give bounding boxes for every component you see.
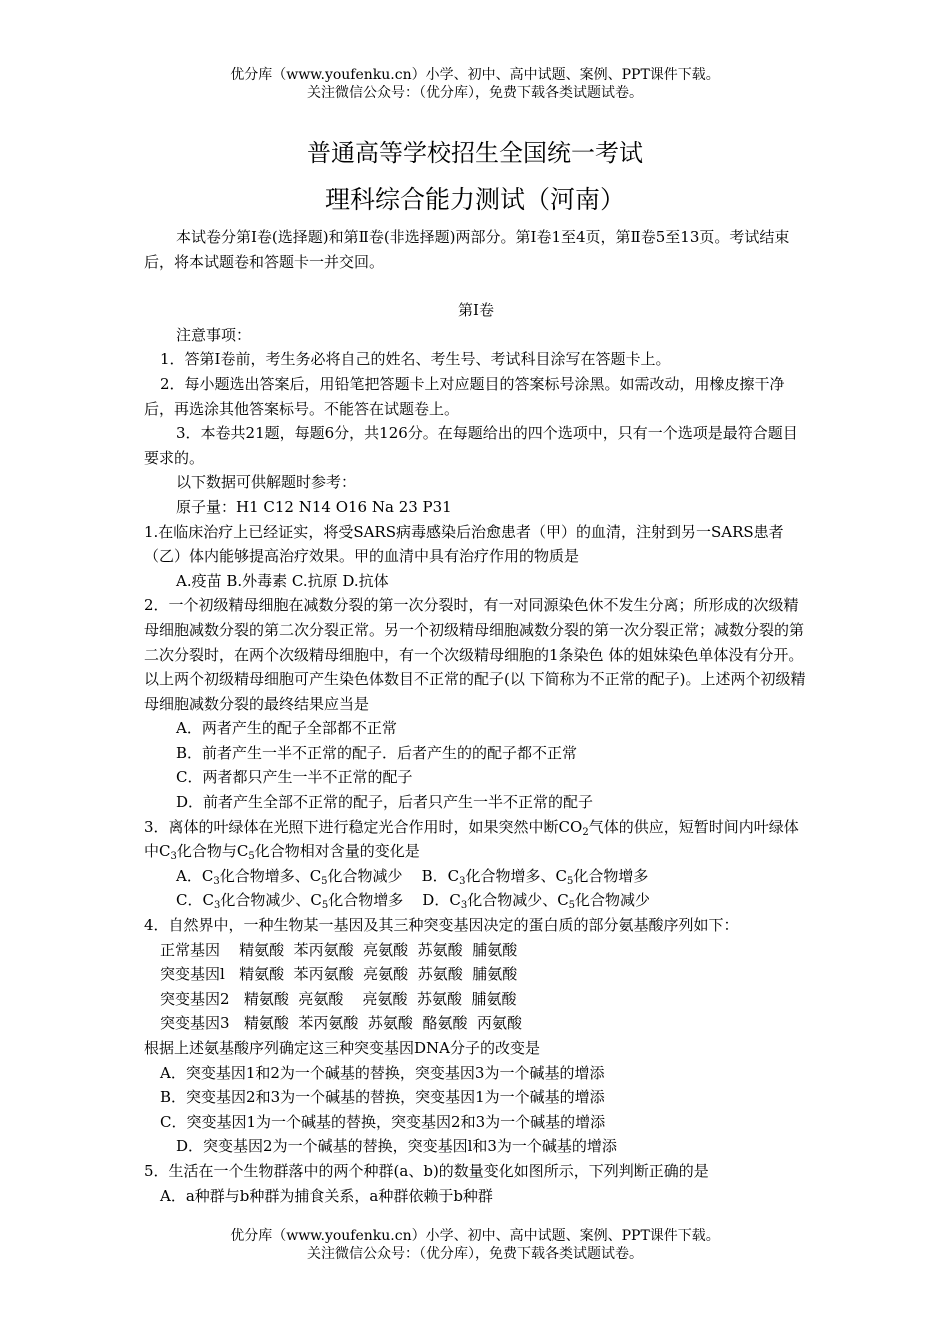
question-4-option-a: A．突变基因1和2为一个碱基的替换，突变基因3为一个碱基的增添 (160, 1063, 605, 1082)
question-4-option-b: B．突变基因2和3为一个碱基的替换，突变基因1为一个碱基的增添 (160, 1088, 605, 1107)
question-5-option-a: A．a种群与b种群为捕食关系，a种群依赖于b种群 (160, 1186, 493, 1205)
sequence-row-mutant-1: 突变基因l 精氨酸 苯丙氨酸 亮氨酸 苏氨酸 脯氨酸 (160, 965, 518, 984)
sequence-row-mutant-2: 突变基因2 精氨酸 亮氨酸 亮氨酸 苏氨酸 脯氨酸 (160, 989, 517, 1008)
question-3-options-cd (144, 888, 808, 913)
footer-line-1: 优分库（www.youfenku.cn）小学、初中、高中试题、案例、PPT课件下载。 (230, 1228, 720, 1244)
exam-subtitle: 理科综合能力测试（河南） (324, 185, 625, 214)
intro-paragraph: 本试卷分第Ⅰ卷(选择题)和第Ⅱ卷(非选择题)两部分。第Ⅰ卷1至4页，第Ⅱ卷5至13页。考试结束后，将本试题卷和答题卡一并交回。 (144, 228, 790, 271)
question-2-option-d: D．前者产生全部不正常的配子，后者只产生一半不正常的配子 (176, 793, 594, 812)
question-1-options: A.疫苗 B.外毒素 C.抗原 D.抗体 (176, 571, 389, 590)
reference-note: 以下数据可供解题时参考： (176, 473, 357, 492)
question-3-option-b: B．$C_3$化合物增多、$C_5$化合物增多 (421, 866, 649, 887)
page-footer (0, 1227, 950, 1263)
document-body (144, 225, 808, 1208)
question-2-option-c: C．两者都只产生一半不正常的配子 (176, 768, 413, 787)
header-line-2: 关注微信公众号：（优分库），免费下载各类试题试卷。 (307, 85, 643, 101)
exam-title: 普通高等学校招生全国统一考试 (307, 139, 643, 167)
atomic-weights: 原子量：H1 C12 N14 O16 Na 23 P31 (176, 497, 452, 516)
question-3-option-a: A．$C_3$化合物增多、$C_5$化合物减少 (176, 866, 403, 887)
question-3-option-c: C．$C_3$化合物减少、$C_5$化合物增多 (176, 891, 404, 912)
header-line-1: 优分库（www.youfenku.cn）小学、初中、高中试题、案例、PPT课件下载。 (230, 67, 720, 83)
question-3-option-d: D．$C_3$化合物减少、$C_5$化合物减少 (422, 891, 651, 912)
question-4-stem: 4．自然界中，一种生物某一基因及其三种突变基因决定的蛋白质的部分氨基酸序列如下： (144, 916, 739, 935)
question-3-options-ab (144, 864, 808, 889)
question-4-option-c: C．突变基因1为一个碱基的替换，突变基因2和3为一个碱基的增添 (160, 1112, 606, 1131)
notes-heading: 注意事项： (176, 325, 252, 344)
question-2-stem: 2．一个初级精母细胞在减数分裂的第一次分裂时，有一对同源染色休不发生分离；所形成的次级精母细胞减数分裂的第二次分裂正常。另一个初级精母细胞减数分裂的第一次分裂正常；减数分裂的第二次分裂时，在两个次级精母细胞中，有一个次级精母细胞的1条染色 体的姐妹染色单体没有分开。以上两个初级精母细胞可产生染色体数目不正常的配子(以 下简称为不正常的配子)。上述两个初级精母细胞减数分裂的最终结果应当是 (144, 596, 806, 713)
question-4-option-d: D．突变基因2为一个碱基的替换，突变基因l和3为一个碱基的增添 (176, 1137, 617, 1156)
sequence-row-mutant-3: 突变基因3 精氨酸 苯丙氨酸 苏氨酸 酪氨酸 丙氨酸 (160, 1014, 522, 1033)
question-4-question: 根据上述氨基酸序列确定这三种突变基因DNA分子的改变是 (144, 1039, 540, 1057)
question-5-stem: 5．生活在一个生物群落中的两个种群(a、b)的数量变化如图所示，下列判断正确的是 (144, 1161, 709, 1180)
note-item-3: 3．本卷共21题，每题6分，共126分。在每题给出的四个选项中，只有一个选项是最符合题目要求的。 (144, 424, 798, 467)
note-item-2: 2．每小题选出答案后，用铅笔把答题卡上对应题目的答案标号涂黑。如需改动，用橡皮擦干净后，再选涂其他答案标号。不能答在试题卷上。 (144, 374, 785, 418)
page-header (0, 66, 950, 102)
question-2-option-a: A．两者产生的配子全部都不正常 (176, 719, 397, 738)
sequence-row-normal: 正常基因 精氨酸 苯丙氨酸 亮氨酸 苏氨酸 脯氨酸 (160, 940, 518, 959)
footer-line-2: 关注微信公众号：（优分库），免费下载各类试题试卷。 (307, 1246, 643, 1262)
section-heading: 第Ⅰ卷 (458, 301, 494, 320)
question-2-option-b: B．前者产生一半不正常的配子．后者产生的的配子都不正常 (176, 743, 578, 762)
question-3-stem: 3．离体的叶绿体在光照下进行稳定光合作用时，如果突然中断$CO_2$气体的供应，短暂时间内叶绿体中$C_3$化合物与$C_5$化合物相对含量的变化是 (144, 817, 799, 863)
note-item-1: 1．答第Ⅰ卷前，考生务必将自己的姓名、考生号、考试科目涂写在答题卡上。 (160, 350, 671, 369)
question-1-stem: 1.在临床治疗上已经证实，将受SARS病毒感染后治愈患者（甲）的血清，注射到另一SARS患者（乙）体内能够提高治疗效果。甲的血清中具有治疗作用的物质是 (144, 522, 784, 566)
